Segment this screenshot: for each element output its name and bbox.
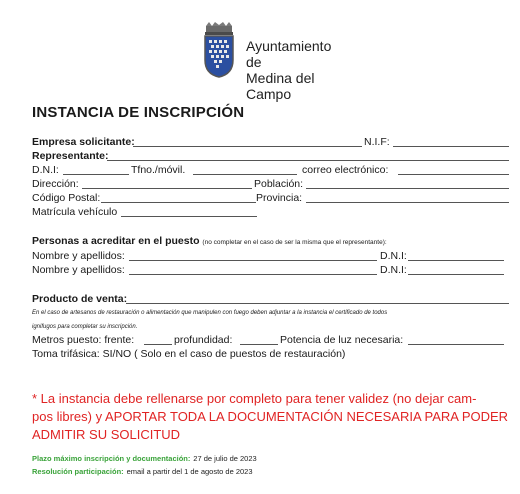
poblacion-label: Población:: [254, 178, 304, 190]
toma-trifasica-label: Toma trifásica: SI/NO ( Solo en el caso de puestos de restauración): [32, 348, 346, 360]
empresa-field[interactable]: [133, 146, 362, 147]
resolucion-label: Resolución participación:: [32, 467, 124, 476]
resolucion-value: email a partir del 1 de agosto de 2023: [126, 467, 253, 476]
dni1-label: D.N.I:: [380, 250, 407, 262]
provincia-label: Provincia:: [256, 192, 303, 204]
representante-field[interactable]: [107, 160, 509, 161]
warning-line3: ADMITIR SU SOLICITUD: [32, 427, 181, 442]
profundidad-field[interactable]: [240, 344, 278, 345]
dni2-label: D.N.I:: [380, 264, 407, 276]
nif-label: N.I.F:: [364, 136, 390, 148]
cp-label: Código Postal:: [32, 192, 101, 204]
plazo-value: 27 de julio de 2023: [193, 454, 257, 463]
representante-label: Representante:: [32, 150, 109, 162]
dni-field[interactable]: [63, 174, 129, 175]
tfno-label: Tfno./móvil.: [131, 164, 186, 176]
provincia-field[interactable]: [306, 202, 509, 203]
coat-of-arms-icon: [202, 22, 236, 78]
dni2-field[interactable]: [408, 274, 504, 275]
personas-heading: Personas a acreditar en el puesto: [32, 235, 200, 247]
nombre2-field[interactable]: [129, 274, 377, 275]
correo-field[interactable]: [398, 174, 509, 175]
metros-label: Metros puesto: frente:: [32, 334, 135, 346]
producto-note-line2: ignifugos para completar su inscripción.: [32, 324, 138, 330]
matricula-label: Matrícula vehículo: [32, 206, 118, 218]
page-title: INSTANCIA DE INSCRIPCIÓN: [32, 104, 245, 121]
direccion-label: Dirección:: [32, 178, 79, 190]
tfno-field[interactable]: [193, 174, 297, 175]
resolucion-row: [32, 465, 253, 478]
matricula-field[interactable]: [121, 216, 257, 217]
nombre2-label: Nombre y apellidos:: [32, 264, 125, 276]
personas-heading-row: [32, 235, 387, 249]
plazo-row: [32, 452, 257, 465]
personas-note: (no completar en el caso de ser la misma que el representante):: [202, 239, 387, 246]
producto-note-line1: En el caso de artesanos de restauración o alimentación que manipulen con fuego deben adjuntar a la instancia el certificado de todos: [32, 310, 388, 316]
frente-field[interactable]: [144, 344, 172, 345]
direccion-field[interactable]: [82, 188, 252, 189]
org-name-line1: Ayuntamiento de: [246, 38, 332, 70]
producto-field[interactable]: [126, 303, 509, 304]
profundidad-label: profundidad:: [174, 334, 233, 346]
nombre1-label: Nombre y apellidos:: [32, 250, 125, 262]
empresa-label: Empresa solicitante:: [32, 136, 135, 148]
potencia-field[interactable]: [408, 344, 504, 345]
warning-block: [32, 390, 508, 444]
dni-label: D.N.I:: [32, 164, 59, 176]
dni1-field[interactable]: [408, 260, 504, 261]
correo-label: correo electrónico:: [302, 164, 389, 176]
nombre1-field[interactable]: [129, 260, 377, 261]
producto-label: Producto de venta:: [32, 293, 128, 305]
plazo-label: Plazo máximo inscripción y documentación:: [32, 454, 191, 463]
nif-field[interactable]: [393, 146, 509, 147]
warning-line2: pos libres) y APORTAR TODA LA DOCUMENTACIÓN NECESARIA PARA PODER: [32, 409, 509, 424]
potencia-label: Potencia de luz necesaria:: [280, 334, 404, 346]
org-name-line2: Medina del Campo: [246, 70, 315, 102]
cp-field[interactable]: [101, 202, 256, 203]
poblacion-field[interactable]: [306, 188, 509, 189]
warning-line1: * La instancia debe rellenarse por completo para tener validez (no dejar cam-: [32, 391, 477, 406]
